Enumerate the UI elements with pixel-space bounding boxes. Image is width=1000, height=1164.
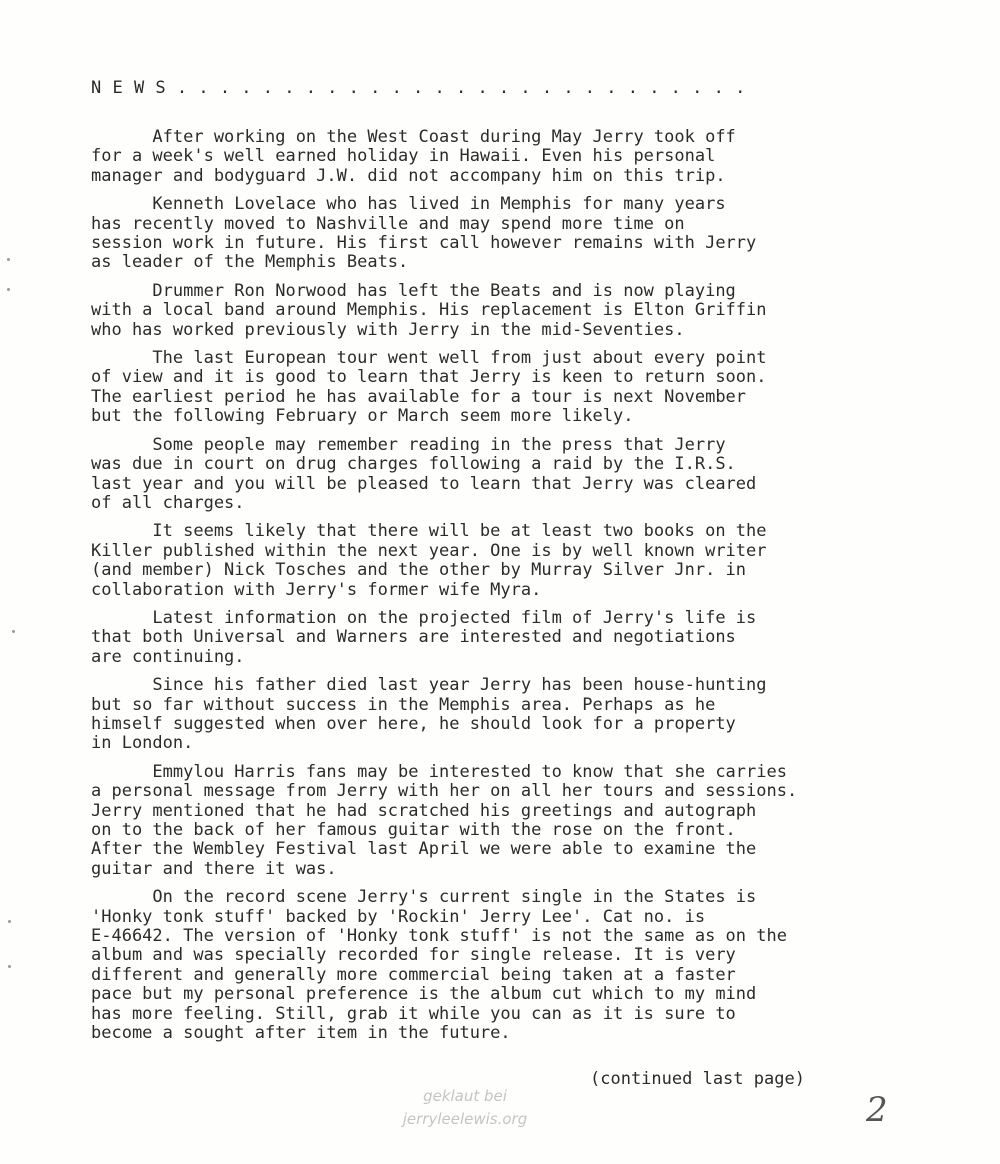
paragraph-line: himself suggested when over here, he should look for a property xyxy=(91,713,736,734)
paragraph-line: in London. xyxy=(91,733,194,754)
paragraph-line: but so far without success in the Memphis area. Perhaps as he xyxy=(91,694,716,715)
paragraph-line: different and generally more commercial being taken at a faster xyxy=(91,964,736,985)
paper-speck xyxy=(12,630,15,633)
article-paragraph xyxy=(91,349,981,427)
article-paragraph xyxy=(91,522,981,600)
paragraph-line: for a week's well earned holiday in Hawaii. Even his personal xyxy=(91,146,716,167)
paragraph-line: manager and bodyguard J.W. did not accompany him on this trip. xyxy=(91,165,726,186)
paragraph-line: Emmylou Harris fans may be interested to know that she carries xyxy=(91,761,787,782)
page-number: 2 xyxy=(866,1090,888,1130)
paragraph-line: Latest information on the projected film of Jerry's life is xyxy=(91,607,757,628)
paragraph-line: become a sought after item in the future. xyxy=(91,1023,511,1044)
article-paragraph xyxy=(91,763,981,879)
paragraph-line: Kenneth Lovelace who has lived in Memphis for many years xyxy=(91,194,726,215)
paragraph-line: After working on the West Coast during May Jerry took off xyxy=(91,127,736,147)
watermark xyxy=(380,1085,550,1131)
paragraph-line: of view and it is good to learn that Jerry is keen to return soon. xyxy=(91,367,767,388)
paragraph-line: Killer published within the next year. One is by well known writer xyxy=(91,540,767,561)
article-paragraph xyxy=(91,609,981,667)
paragraph-line: session work in future. His first call however remains with Jerry xyxy=(91,233,757,254)
paper-speck xyxy=(8,920,11,923)
paragraph-line: collaboration with Jerry's former wife Myra. xyxy=(91,579,542,600)
continued-note: (continued last page) xyxy=(590,1069,805,1089)
article-paragraph xyxy=(91,282,981,340)
paragraph-line: has more feeling. Still, grab it while you can as it is sure to xyxy=(91,1003,736,1024)
paragraph-line: After the Wembley Festival last April we were able to examine the xyxy=(91,839,757,860)
watermark-line-1: geklaut bei xyxy=(423,1087,507,1105)
paragraph-line: The earliest period he has available for a tour is next November xyxy=(91,386,747,407)
paragraph-line: The last European tour went well from just about every point xyxy=(91,348,767,369)
paragraph-line: Drummer Ron Norwood has left the Beats and is now playing xyxy=(91,280,736,301)
paper-speck xyxy=(8,965,11,968)
paragraph-line: has recently moved to Nashville and may spend more time on xyxy=(91,213,685,234)
paper-speck xyxy=(7,258,10,261)
paragraph-line: On the record scene Jerry's current single in the States is xyxy=(91,887,757,908)
article-paragraph xyxy=(91,436,981,514)
watermark-line-2: jerryleelewis.org xyxy=(402,1110,528,1128)
paragraph-line: Since his father died last year Jerry has been house-hunting xyxy=(91,675,767,696)
paragraph-line: E-46642. The version of 'Honky tonk stuff' is not the same as on the xyxy=(91,926,787,947)
paragraph-line: album and was specially recorded for single release. It is very xyxy=(91,945,736,966)
paragraph-line: with a local band around Memphis. His replacement is Elton Griffin xyxy=(91,300,767,321)
paper-speck xyxy=(7,288,10,291)
article-paragraph xyxy=(91,888,981,1043)
paragraph-line: Some people may remember reading in the press that Jerry xyxy=(91,434,726,455)
paragraph-line: last year and you will be pleased to learn that Jerry was cleared xyxy=(91,473,757,494)
paragraph-line: was due in court on drug charges following a raid by the I.R.S. xyxy=(91,454,736,475)
paragraph-line: who has worked previously with Jerry in the mid-Seventies. xyxy=(91,319,685,340)
paragraph-line: that both Universal and Warners are interested and negotiations xyxy=(91,627,736,648)
paragraph-line: as leader of the Memphis Beats. xyxy=(91,252,409,273)
news-heading: N E W S . . . . . . . . . . . . . . . . . . . . . . . . . . . xyxy=(91,78,746,98)
paragraph-line: a personal message from Jerry with her on all her tours and sessions. xyxy=(91,781,798,802)
paragraph-line: on to the back of her famous guitar with the rose on the front. xyxy=(91,820,736,840)
paragraph-line: (and member) Nick Tosches and the other by Murray Silver Jnr. in xyxy=(91,560,747,581)
paragraph-line: It seems likely that there will be at least two books on the xyxy=(91,521,767,542)
paragraph-line: of all charges. xyxy=(91,492,245,513)
paragraph-line: guitar and there it was. xyxy=(91,858,337,879)
paragraph-line: pace but my personal preference is the album cut which to my mind xyxy=(91,984,757,1005)
paragraph-line: 'Honky tonk stuff' backed by 'Rockin' Jerry Lee'. Cat no. is xyxy=(91,906,706,927)
article-paragraph xyxy=(91,195,981,273)
article-body xyxy=(91,128,981,1052)
article-paragraph xyxy=(91,676,981,754)
paragraph-line: but the following February or March seem more likely. xyxy=(91,406,634,427)
paragraph-line: are continuing. xyxy=(91,646,245,667)
paragraph-line: Jerry mentioned that he had scratched his greetings and autograph xyxy=(91,800,757,821)
article-paragraph xyxy=(91,128,981,186)
